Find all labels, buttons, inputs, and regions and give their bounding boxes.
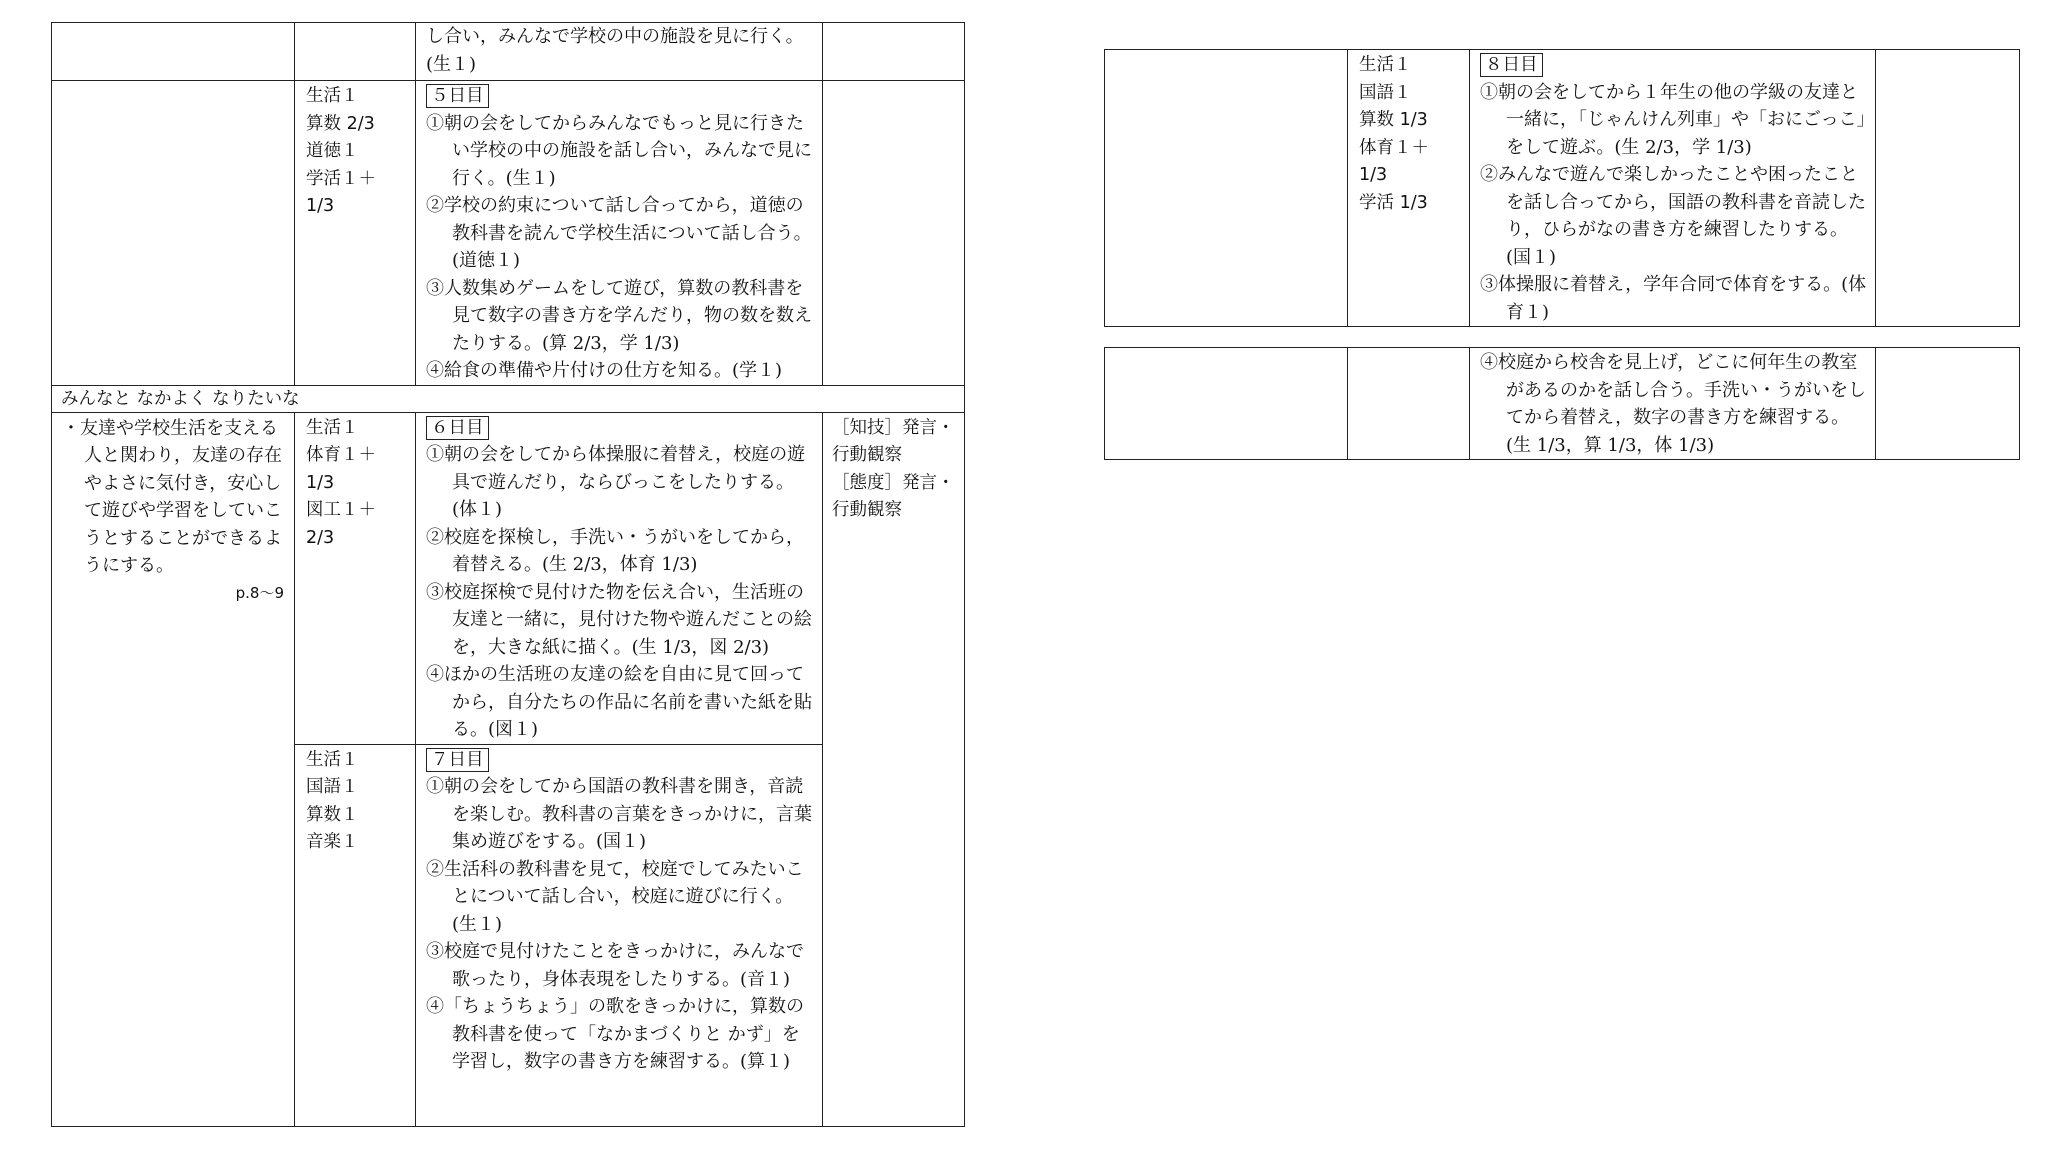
day5-item-4: ④給食の準備や片付けの仕方を知る。(学１): [426, 360, 783, 381]
right-continued-table: [1104, 347, 2020, 460]
day5-activities: [416, 81, 822, 385]
day7-item-2: ②生活科の教科書を見て，校庭でしてみたいことについて話し合い，校庭に遊びに行く。(生１): [426, 858, 804, 935]
day7-subjects: 生活１ 国語１ 算数１ 音楽１: [306, 749, 359, 853]
day6-item-4: ④ほかの生活班の友達の絵を自由に見て回ってから，自分たちの作品に名前を書いた紙を貼る。(図１): [426, 664, 812, 740]
continued-activities: [1470, 348, 1875, 459]
day6-activities: [416, 413, 822, 744]
day8-label: ８日目: [1480, 53, 1543, 77]
evaluation-criteria: ［知技］発言・ 行動観察 ［態度］発言・ 行動観察: [832, 417, 955, 520]
unit-title: みんなと なかよく なりたいな: [61, 388, 300, 409]
day5-item-3: ③人数集めゲームをして遊び，算数の教科書を見て数字の書き方を学んだり，物の数を数えたりする。(算 2/3，学 1/3): [426, 277, 812, 354]
right-lesson-table: [1104, 49, 2020, 327]
continued-item-row: [1105, 348, 2020, 460]
day8-item-2: ②みんなで遊んで楽しかったことや困ったことを話し合ってから，国語の教科書を音読したり，ひらがなの書き方を練習したりする。(国１): [1480, 164, 1866, 268]
day5-subjects: 生活１ 算数 2/3 道徳１ 学活１＋ 1/3: [306, 86, 376, 217]
day8-item-1: ①朝の会をしてから１年生の他の学級の友達と一緒に，「じゃんけん列車」や「おにごっこ」をして遊ぶ。(生 2/3，学 1/3): [1480, 81, 1866, 158]
day8-activities: [1470, 50, 1875, 326]
day7-item-1: ①朝の会をしてから国語の教科書を開き，音読を楽しむ。教科書の言葉をきっかけに，言葉集め遊びをする。(国１): [426, 776, 812, 852]
page-reference: p.8〜9: [235, 583, 284, 602]
day6-subjects: 生活１ 体育１＋ 1/3 図工１＋ 2/3: [306, 417, 376, 548]
day5-row: [52, 81, 965, 386]
day6-item-3: ③校庭探検で見付けた物を伝え合い，生活班の友達と一緒に，見付けた物や遊んだことの絵を，大きな紙に描く。(生 1/3，図 2/3): [426, 581, 812, 658]
day6-item-1: ①朝の会をしてから体操服に着替え，校庭の遊具で遊んだり，ならびっこをしたりする。(体１): [426, 444, 806, 520]
day6-item-2: ②校庭を探検し，手洗い・うがいをしてから，着替える。(生 2/3，体育 1/3): [426, 526, 804, 575]
unit-title-row: [52, 385, 965, 412]
day5-item-2: ②学校の約束について話し合ってから，道徳の教科書を読んで学校生活について話し合う。(道徳１): [426, 195, 812, 271]
goal-cell: [52, 413, 294, 608]
day7-item-4: ④「ちょうちょう」の歌をきっかけに，算数の教科書を使って「なかまづくりと かず」を学習し，数字の書き方を練習する。(算１): [426, 996, 804, 1072]
goal-text: ・友達や学校生活を支える人と関わり，友達の存在やよさに気付き，安心して遊びや学習をしていこうとすることができるようにする。: [62, 417, 282, 576]
day8-row: [1105, 50, 2020, 327]
day6-label: ６日目: [426, 416, 489, 440]
continued-item-4: ④校庭から校舎を見上げ，どこに何年生の教室があるのかを話し合う。手洗い・うがいをしてから着替え，数字の書き方を練習する。(生 1/3，算 1/3，体 1/3): [1480, 352, 1866, 456]
left-lesson-table: [51, 22, 965, 1127]
day6-row: [52, 412, 965, 744]
day7-item-3: ③校庭で見付けたことをきっかけに，みんなで歌ったり，身体表現をしたりする。(音１): [426, 941, 804, 990]
day5-label: ５日目: [426, 84, 489, 108]
top-continued-row: [52, 23, 965, 81]
day8-item-3: ③体操服に着替え，学年合同で体育をする。(体育１): [1480, 274, 1867, 323]
day5-item-1: ①朝の会をしてからみんなでもっと見に行きたい学校の中の施設を話し合い，みんなで見に行く。(生１): [426, 112, 812, 189]
day8-subjects: 生活１ 国語１ 算数 1/3 体育１＋ 1/3 学活 1/3: [1359, 55, 1429, 213]
day7-label: ７日目: [426, 748, 489, 772]
continued-text: し合い，みんなで学校の中の施設を見に行く。(生１): [426, 26, 804, 75]
day7-activities: [416, 745, 822, 1076]
